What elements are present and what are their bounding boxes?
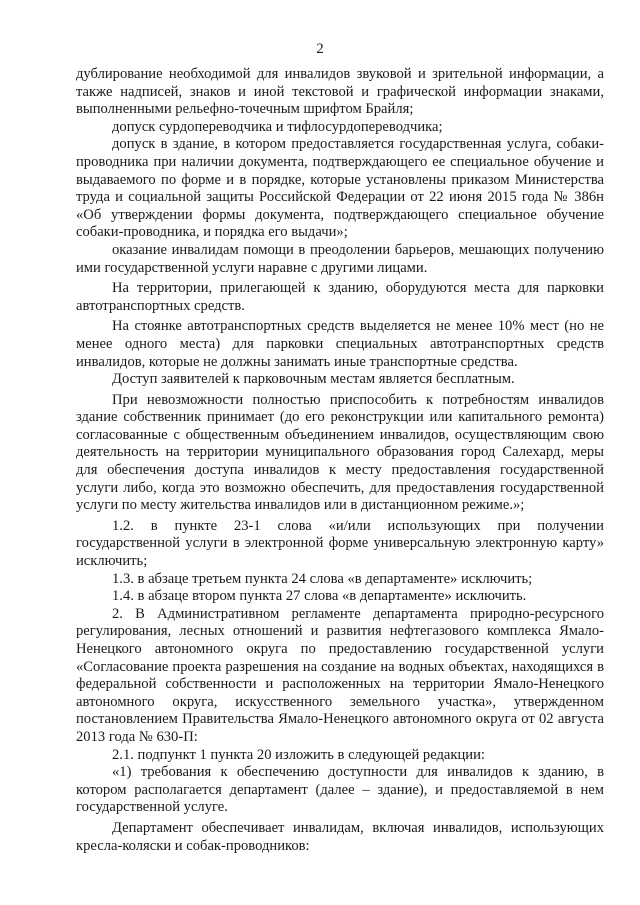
paragraph-department-provides: Департамент обеспечивает инвалидам, включая инвалидов, использующих кресла-коляски и собак-проводников:	[76, 819, 604, 854]
page-number: 2	[316, 41, 324, 57]
paragraph-item-1-2: 1.2. в пункте 23-1 слова «и/или использующих при получении государственной услуги в электронной форме универсальную электронную карту» исключить;	[76, 517, 604, 570]
paragraph-item-2-1: 2.1. подпункт 1 пункта 20 изложить в следующей редакции:	[112, 746, 485, 763]
paragraph-item-2: 2. В Административном регламенте департамента природно-ресурсного регулирования, лесных отношений и развития нефтегазового комплекса Ямало-Ненецкого автономного округа по предоставлению государственной услуги «Согласование проекта разрешения на создание на водных объектах, находящихся в федеральной собственности и расположенных на территории Ямало-Ненецкого автономного округа, искусственного земельного участка», утвержденном постановлением Правительства Ямало-Ненецкого автономного округа от 02 августа 2013 года № 630-П:	[76, 605, 604, 745]
paragraph-item-1-4: 1.4. в абзаце втором пункта 27 слова «в департаменте» исключить.	[112, 588, 527, 605]
paragraph-parking-free: Доступ заявителей к парковочным местам является бесплатным.	[112, 371, 515, 388]
paragraph-building-adaptation: При невозможности полностью приспособить к потребностям инвалидов здание собственник принимает (до его реконструкции или капитального ремонта) согласованные с общественным объединением инвалидов, осуществляющим свою деятельность на территории муниципального образования город Салехард, меры для обеспечения доступа инвалидов к месту предоставления государственной услуги либо, когда это возможно обеспечить, для предоставления государственной услуги по месту жительства инвалидов или в дистанционном режиме.»;	[76, 391, 604, 514]
paragraph-braille-info: дублирование необходимой для инвалидов звуковой и зрительной информации, а также надписей, знаков и иной текстовой и графической информации знаками, выполненными рельефно-точечным шрифтом Брайля;	[76, 66, 604, 118]
paragraph-sign-interpreter: допуск сурдопереводчика и тифлосурдопереводчика;	[112, 118, 443, 135]
paragraph-parking-quota: На стоянке автотранспортных средств выделяется не менее 10% мест (но не менее одного места) для парковки специальных автотранспортных средств инвалидов, которые не должны занимать иные транспортные средства.	[76, 318, 604, 370]
paragraph-assistance: оказание инвалидам помощи в преодолении барьеров, мешающих получению ими государственной услуги наравне с другими лицами.	[76, 241, 604, 276]
paragraph-item-1-3: 1.3. в абзаце третьем пункта 24 слова «в департаменте» исключить;	[112, 570, 533, 587]
paragraph-guide-dog: допуск в здание, в котором предоставляется государственная услуга, собаки-проводника при наличии документа, подтверждающего ее специальное обучение и выдаваемого по форме и в порядке, которые установлены приказом Министерства труда и социальной защиты Российской Федерации от 22 июня 2015 года № 386н «Об утверждении формы документа, подтверждающего специальное обучение собаки-проводника, и порядка его выдачи»;	[76, 136, 604, 241]
paragraph-accessibility-requirements: «1) требования к обеспечению доступности для инвалидов к зданию, в котором располагается департамент (далее – здание), и предоставляемой в нем государственной услуге.	[76, 764, 604, 816]
paragraph-parking-territory: На территории, прилегающей к зданию, оборудуются места для парковки автотранспортных средств.	[76, 280, 604, 314]
document-body	[76, 66, 604, 855]
